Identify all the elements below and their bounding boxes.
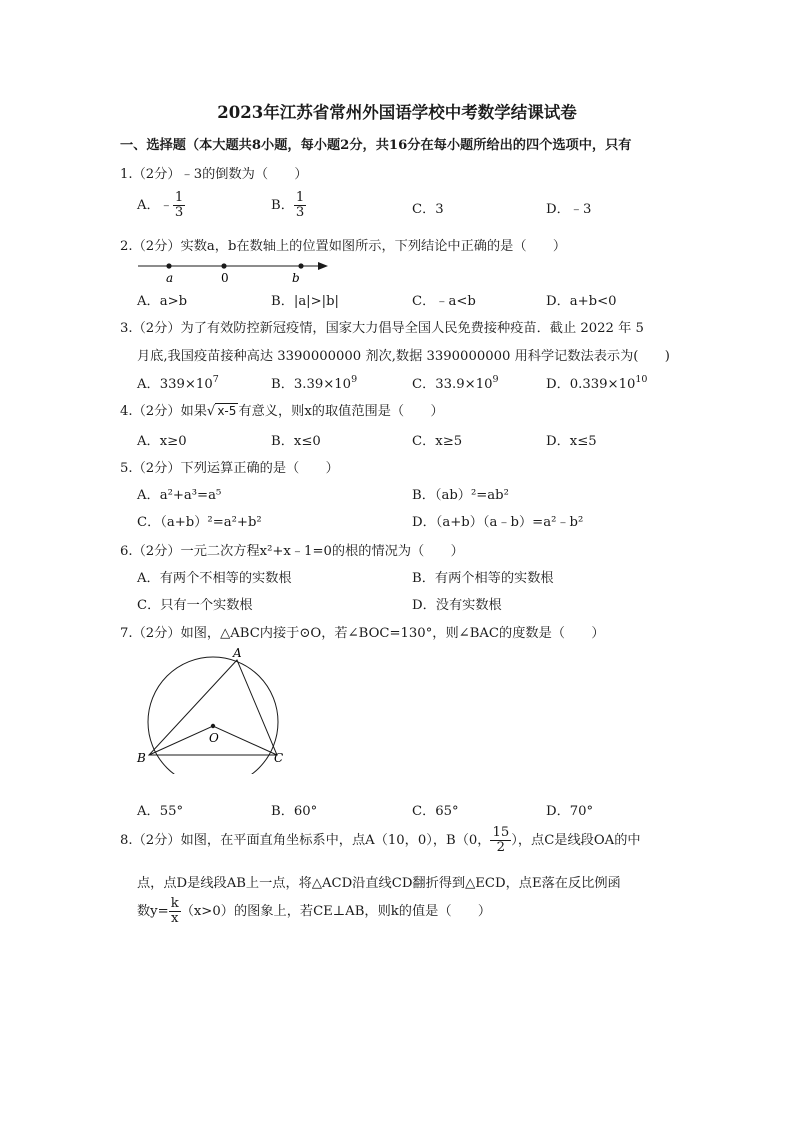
axis-label-b: b — [292, 271, 300, 285]
question-8-line-1: 8.（2分）如图，在平面直角坐标系中，点A（10，0），B（0， $\frac{15}{2}$ ），点C是线段OA的中 — [120, 825, 641, 855]
section-heading: 一、选择题（本大题共8小题，每小题2分，共16分在每小题所给出的四个选项中，只有 — [120, 138, 632, 153]
sqrt-expression: √ x-5 — [206, 404, 237, 419]
question-8-line-2: 点，点D是线段AB上一点，将△ACD沿直线CD翻折得到△ECD，点E落在反比例函 — [137, 876, 621, 891]
q6-option-b: B．有两个相等的实数根 — [412, 571, 554, 586]
q7-option-a: A．55° — [137, 804, 184, 819]
q4-option-d: D．x≤5 — [546, 434, 597, 449]
q1-option-d: D．﹣3 — [546, 202, 592, 217]
q7-option-d: D．70° — [546, 804, 594, 819]
number-line-figure — [134, 258, 334, 286]
circle-o — [148, 657, 278, 774]
q3-option-c: C．$33.9\times 10^9$ — [412, 374, 499, 392]
question-8-line-3: 数y= $\frac{k}{x}$ （x>0）的图象上，若CE⊥AB，则k的值是（ ） — [137, 896, 492, 926]
q5-option-d: D．（a+b）（a﹣b）=a²﹣b² — [412, 515, 584, 530]
q2-option-a: A．a>b — [137, 294, 188, 309]
q4-option-a: A．x≥0 — [137, 434, 187, 449]
number-line-arrow-icon — [318, 262, 328, 270]
q2-option-c: C．﹣a<b — [412, 294, 476, 309]
q6-option-a: A．有两个不相等的实数根 — [137, 571, 292, 586]
axis-label-a: a — [166, 271, 174, 285]
q4-option-c: C．x≥5 — [412, 434, 463, 449]
center-o — [211, 724, 215, 728]
question-4-stem: 4.（2分）如果√ x-5 有意义，则x的取值范围是（ ） — [120, 404, 444, 419]
label-b: B — [137, 751, 146, 765]
q2-option-b: B．|a|>|b| — [271, 294, 340, 309]
question-7-stem: 7.（2分）如图，△ABC内接于⊙O，若∠BOC=130°，则∠BAC的度数是（ ） — [120, 626, 605, 641]
q7-option-b: B．60° — [271, 804, 318, 819]
q1-option-a: A．﹣ $\frac{1}{3}$ — [137, 190, 184, 220]
point-b — [298, 263, 303, 268]
q4-option-b: B．x≤0 — [271, 434, 321, 449]
q5-option-b: B．（ab）²=ab² — [412, 488, 509, 503]
q6-option-c: C．只有一个实数根 — [137, 598, 253, 613]
label-c: C — [274, 751, 284, 765]
q5-option-c: C．（a+b）²=a²+b² — [137, 515, 262, 530]
point-zero — [221, 263, 226, 268]
q5-option-a: A．a²+a³=a⁵ — [137, 488, 222, 503]
question-2-stem: 2.（2分）实数a，b在数轴上的位置如图所示，下列结论中正确的是（ ） — [120, 239, 567, 254]
q3-option-a: A．$339\times 10^7$ — [137, 374, 219, 392]
q7-option-c: C．65° — [412, 804, 459, 819]
question-3-line-1: 3.（2分）为了有效防控新冠疫情，国家大力倡导全国人民免费接种疫苗．截止 2022 年 5 — [120, 321, 644, 336]
question-6-stem: 6.（2分）一元二次方程x²+x﹣1=0的根的情况为（ ） — [120, 544, 464, 559]
q6-option-d: D．没有实数根 — [412, 598, 502, 613]
q1-option-b: B． $\frac{1}{3}$ — [271, 190, 305, 220]
question-5-stem: 5.（2分）下列运算正确的是（ ） — [120, 461, 339, 476]
axis-label-0: 0 — [221, 271, 229, 285]
circle-triangle-figure — [134, 644, 294, 774]
page-title: 2023年江苏省常州外国语学校中考数学结课试卷 — [217, 103, 577, 122]
point-a — [166, 263, 171, 268]
label-a: A — [233, 646, 242, 660]
q1-option-c: C．3 — [412, 202, 444, 217]
question-1-stem: 1.（2分）﹣3的倒数为（ ） — [120, 167, 308, 182]
q2-option-d: D．a+b<0 — [546, 294, 617, 309]
label-o: O — [209, 731, 219, 745]
question-3-line-2: 月底,我国疫苗接种高达 3390000000 剂次,数据 3390000000 用科学记数法表示为( ) — [137, 349, 670, 364]
q3-option-b: B．$3.39\times 10^9$ — [271, 374, 358, 392]
q3-option-d: D．$0.339\times 10^{10}$ — [546, 374, 648, 392]
